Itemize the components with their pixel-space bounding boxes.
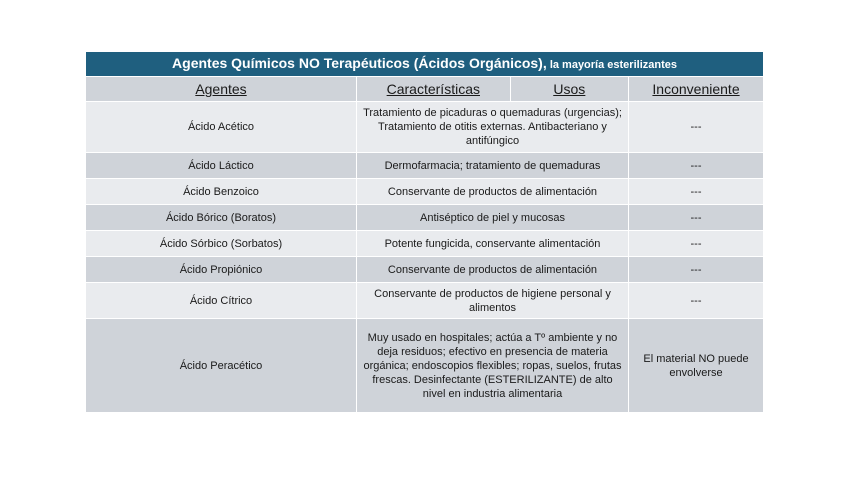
cell-agente: Ácido Bórico (Boratos) <box>86 205 357 231</box>
cell-inconveniente: --- <box>629 205 764 231</box>
header-inconveniente: Inconveniente <box>629 77 764 102</box>
table-title-main: Agentes Químicos NO Terapéuticos (Ácidos Orgánicos), <box>172 55 547 71</box>
cell-usos: Conservante de productos de higiene personal y alimentos <box>357 283 629 319</box>
cell-usos: Antiséptico de piel y mucosas <box>357 205 629 231</box>
table-row <box>86 179 764 205</box>
cell-inconveniente: --- <box>629 179 764 205</box>
cell-agente: Ácido Cítrico <box>86 283 357 319</box>
table-title <box>86 52 764 77</box>
table-row <box>86 231 764 257</box>
table-row <box>86 319 764 413</box>
header-caracteristicas-usos <box>357 77 629 102</box>
cell-agente: Ácido Acético <box>86 102 357 153</box>
cell-agente: Ácido Sórbico (Sorbatos) <box>86 231 357 257</box>
header-agentes: Agentes <box>86 77 357 102</box>
cell-usos: Conservante de productos de alimentación <box>357 179 629 205</box>
cell-usos: Potente fungicida, conservante alimentación <box>357 231 629 257</box>
table-title-sub: la mayoría esterilizantes <box>549 59 677 71</box>
cell-agente: Ácido Láctico <box>86 153 357 179</box>
cell-inconveniente: --- <box>629 153 764 179</box>
cell-inconveniente: --- <box>629 231 764 257</box>
agentes-quimicos-table <box>85 51 764 413</box>
cell-inconveniente: El material NO puede envolverse <box>629 319 764 413</box>
cell-usos: Tratamiento de picaduras o quemaduras (urgencias); Tratamiento de otitis externas. Antibacteriano y antifúngico <box>357 102 629 153</box>
table-row <box>86 283 764 319</box>
table-row <box>86 153 764 179</box>
header-caracteristicas: Características <box>386 81 480 97</box>
header-usos <box>510 77 628 101</box>
header-usos-label: Usos <box>553 81 586 97</box>
table-row <box>86 102 764 153</box>
table-row <box>86 205 764 231</box>
cell-agente: Ácido Peracético <box>86 319 357 413</box>
cell-inconveniente: --- <box>629 102 764 153</box>
table-row <box>86 257 764 283</box>
cell-inconveniente: --- <box>629 257 764 283</box>
cell-agente: Ácido Propiónico <box>86 257 357 283</box>
cell-agente: Ácido Benzoico <box>86 179 357 205</box>
cell-usos: Muy usado en hospitales; actúa a Tº ambiente y no deja residuos; efectivo en presencia de materia orgánica; endoscopios flexibles; ropas, suelos, frutas frescas. Desinfectante (ESTERILIZANTE) de alto nivel en industria alimentaria <box>357 319 629 413</box>
cell-inconveniente: --- <box>629 283 764 319</box>
cell-usos: Conservante de productos de alimentación <box>357 257 629 283</box>
cell-usos: Dermofarmacia; tratamiento de quemaduras <box>357 153 629 179</box>
